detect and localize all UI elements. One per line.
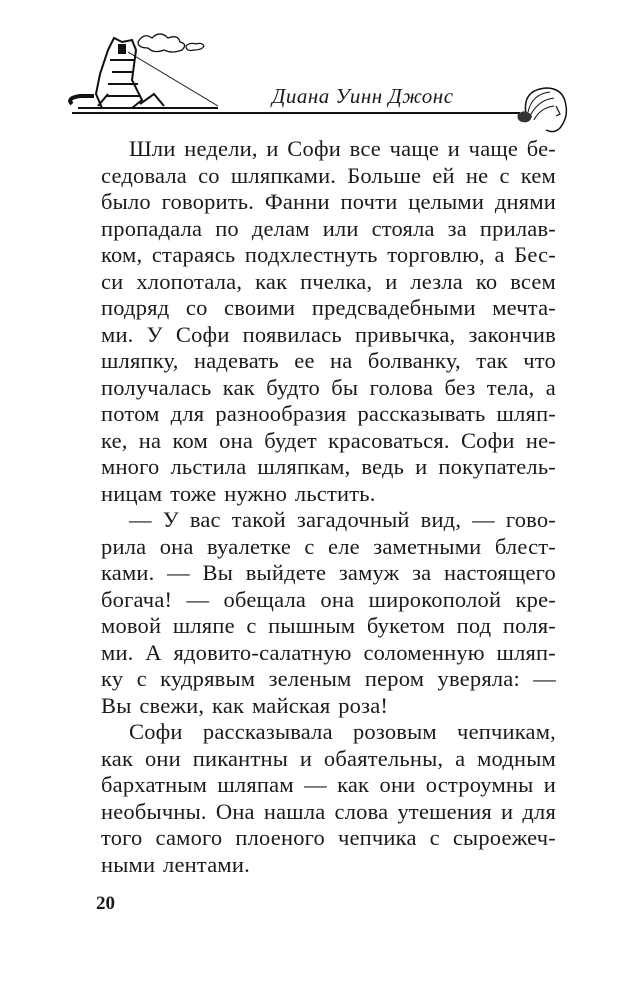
text-line: си хлопотала, как пчелка, и лезла ко всем <box>101 268 556 294</box>
text-line: Софи рассказывала розовым чепчикам, <box>129 719 556 744</box>
text-line: богача! — обещала она широкополой кре- <box>101 586 556 612</box>
text-line: ками. — Вы выйдете замуж за настоящего <box>101 560 556 585</box>
text-line: получалась как будто бы голова без тела, а <box>101 374 556 400</box>
text-line: ми. А ядовито-салатную соломенную шляп- <box>101 639 556 665</box>
text-line: ми. У Софи появилась привычка, закончив <box>101 321 556 347</box>
text-line: ными лентами. <box>101 851 250 877</box>
text-line: необычны. Она нашла слова утешения и для <box>101 798 556 824</box>
text-line: ком, стараясь подхлестнуть торговлю, а Бес- <box>101 242 556 267</box>
text-line: много льстила шляпкам, ведь и покупатель- <box>101 454 556 479</box>
text-line: седовала со шляпками. Больше ей не с кем <box>101 162 556 188</box>
text-line: Шли недели, и Софи все чаще и чаще бе- <box>129 136 556 161</box>
girl-portrait-icon <box>512 84 568 134</box>
author-name: Диана Уинн Джонс <box>272 84 454 108</box>
text-line: как они пикантны и обаятельны, а модным <box>101 745 556 771</box>
text-line: ницам тоже нужно льстить. <box>101 480 376 506</box>
text-line: — У вас такой загадочный вид, — гово- <box>129 507 556 532</box>
moving-castle-illustration-icon <box>68 30 248 120</box>
text-line: пропадала по делам или стояла за прилав- <box>101 215 556 241</box>
text-line: мовой шляпе с пышным букетом под поля- <box>101 613 556 638</box>
text-line: было говорить. Фанни почти целыми днями <box>101 189 556 214</box>
header-rule <box>72 112 520 114</box>
text-line: Вы свежи, как майская роза! <box>101 692 389 718</box>
running-header <box>0 0 630 130</box>
text-line: рила она вуалетке с еле заметными блест- <box>101 533 556 559</box>
text-line: подряд со своими предсвадебными мечта- <box>101 295 556 320</box>
text-line: того самого плоеного чепчика с сыроежеч- <box>101 825 556 850</box>
body-text <box>101 136 556 878</box>
text-line: ку с кудрявым зеленым пером уверяла: — <box>101 666 556 691</box>
text-line: потом для разнообразия рассказывать шляп- <box>101 401 556 426</box>
text-line: шляпку, надевать ее на болванку, так что <box>101 348 556 373</box>
text-line: бархатным шляпам — как они остроумны и <box>101 772 556 797</box>
page-number: 20 <box>96 893 115 914</box>
text-line: ке, на ком она будет красоваться. Софи не- <box>101 427 556 453</box>
